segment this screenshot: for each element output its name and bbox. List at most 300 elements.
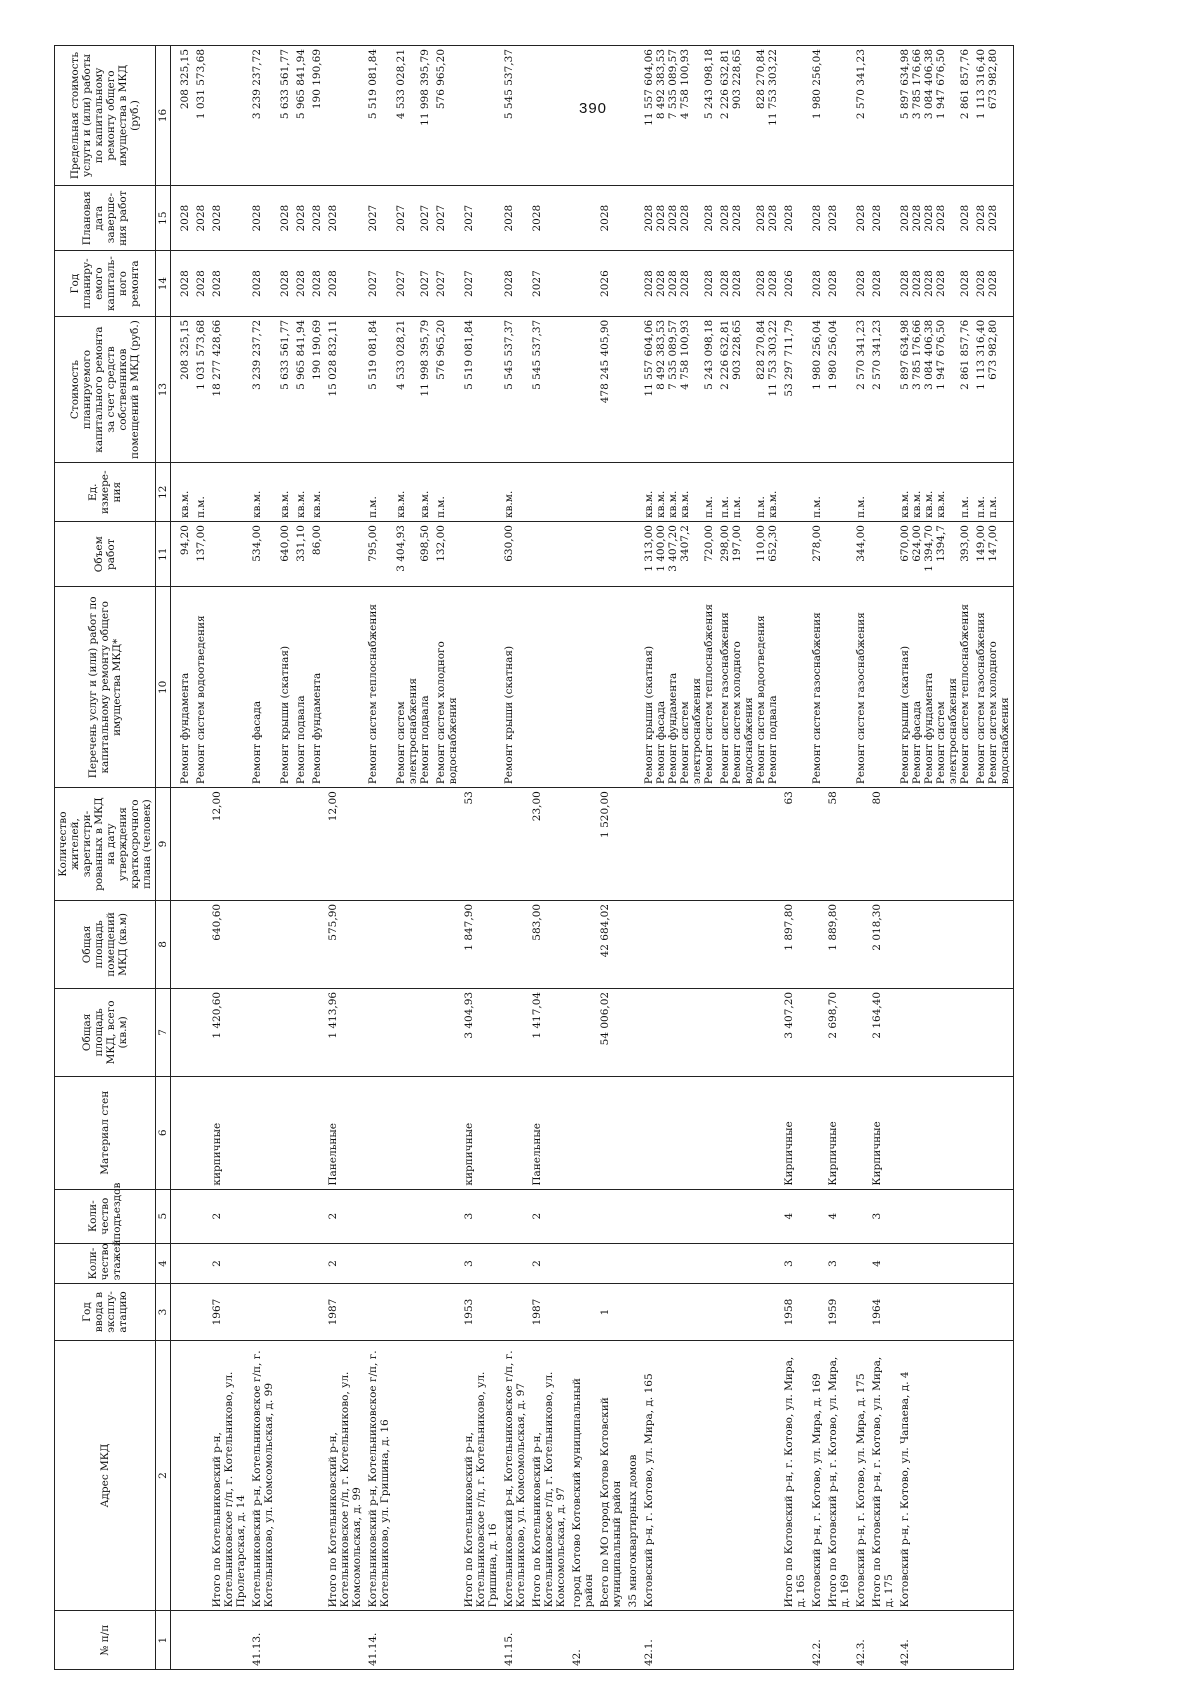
cell-line: 1 400,00 <box>655 525 667 572</box>
entrances-cell <box>569 1189 597 1243</box>
cell-line: 4 758 100,93 <box>679 319 691 390</box>
table-row <box>597 46 625 1670</box>
cell-line: 1 313,00 <box>643 525 655 572</box>
cell-line: 673 982,80 <box>987 49 999 110</box>
cell-line <box>211 466 223 518</box>
residents-cell: 1 520,00 <box>597 788 625 901</box>
cell-line: 3 239 237,72 <box>251 319 263 390</box>
address-cell <box>973 1340 1014 1611</box>
cell-line: 2026 <box>599 270 611 297</box>
total-area-cell <box>277 988 293 1076</box>
cell-line <box>999 320 1011 460</box>
cost-cell <box>897 316 973 463</box>
residents-cell <box>973 788 1014 901</box>
row-number <box>529 1611 569 1670</box>
cell-line: 1 947 676,50 <box>935 49 947 120</box>
cell-line <box>691 466 703 518</box>
planned-year-cell <box>177 251 193 316</box>
cell-line: п.м. <box>731 496 743 519</box>
year-cell <box>809 1284 825 1340</box>
cell-line <box>211 49 223 182</box>
cell-line: 2028 <box>827 204 839 232</box>
works-list-cell <box>641 587 717 788</box>
premises-area-cell <box>641 900 717 988</box>
cell-line: 190 190,69 <box>311 49 323 110</box>
table-row <box>717 46 781 1670</box>
cell-line: Ремонт фасада <box>911 700 923 785</box>
max-cost-cell <box>365 46 393 186</box>
column-number: 3 <box>156 1284 171 1340</box>
cell-line: 2028 <box>899 270 911 297</box>
cell-line: 2028 <box>667 270 679 297</box>
cost-cell <box>433 316 461 463</box>
completion-year-cell <box>853 185 869 250</box>
volume-cell <box>249 522 277 587</box>
planned-year-cell <box>853 251 869 316</box>
total-area-cell <box>641 988 717 1076</box>
residents-cell: 53 <box>461 788 501 901</box>
planned-year-cell <box>529 251 569 316</box>
volume-cell <box>293 522 309 587</box>
cell-line <box>463 525 475 583</box>
cell-line <box>783 525 795 583</box>
cost-cell <box>781 316 809 463</box>
max-cost-cell <box>569 46 597 186</box>
completion-year-cell <box>309 185 325 250</box>
cost-cell <box>641 316 717 463</box>
cost-cell <box>825 316 853 463</box>
floors-cell <box>293 1243 309 1284</box>
cost-cell <box>625 316 641 463</box>
entrances-cell <box>973 1189 1014 1243</box>
table-row <box>325 46 365 1670</box>
cell-line: 2028 <box>767 204 779 232</box>
cell-line: Ремонт крыши (скатная) <box>899 645 911 785</box>
works-list-cell <box>365 587 393 788</box>
cell-line: 5 243 098,18 <box>703 49 715 120</box>
cell-line: 2027 <box>395 270 407 297</box>
unit-cell <box>193 463 209 522</box>
cell-line <box>599 590 611 784</box>
planned-year-cell <box>277 251 293 316</box>
planned-year-cell <box>781 251 809 316</box>
premises-area-cell <box>501 900 529 988</box>
cell-line <box>327 525 339 583</box>
cell-line <box>947 525 959 583</box>
cell-line: 5 519 081,84 <box>463 319 475 390</box>
premises-area-cell <box>717 900 781 988</box>
total-area-cell <box>293 988 309 1076</box>
row-number <box>869 1611 897 1670</box>
address-cell: Котовский р-н, г. Котово, ул. Мира, д. 165 <box>641 1340 717 1611</box>
total-area-cell: 3 407,20 <box>781 988 809 1076</box>
year-cell: 1958 <box>781 1284 809 1340</box>
total-area-cell <box>501 988 529 1076</box>
premises-area-cell: 1 889,80 <box>825 900 853 988</box>
unit-cell <box>433 463 461 522</box>
cell-line <box>211 590 223 784</box>
table-row <box>249 46 277 1670</box>
works-list-cell <box>809 587 825 788</box>
row-number <box>597 1611 625 1670</box>
volume-cell <box>625 522 641 587</box>
entrances-cell <box>717 1189 781 1243</box>
completion-year-cell <box>641 185 717 250</box>
residents-cell: 58 <box>825 788 853 901</box>
premises-area-cell: 583,00 <box>529 900 569 988</box>
table-row <box>277 46 293 1670</box>
cell-line: Ремонт фундамента <box>667 672 679 785</box>
planned-year-cell <box>597 251 625 316</box>
cell-line <box>691 254 703 312</box>
cell-line: 2028 <box>811 270 823 297</box>
residents-cell <box>309 788 325 901</box>
planned-year-cell <box>309 251 325 316</box>
entrances-cell <box>193 1189 209 1243</box>
max-cost-cell <box>249 46 277 186</box>
works-list-cell <box>529 587 569 788</box>
cell-line <box>599 49 611 182</box>
planned-year-cell <box>433 251 461 316</box>
cell-line: 11 753 303,22 <box>767 49 779 126</box>
cost-cell <box>501 316 529 463</box>
column-number: 4 <box>156 1243 171 1284</box>
cell-line: 2 861 857,76 <box>959 319 971 390</box>
premises-area-cell <box>177 900 193 988</box>
cell-line <box>571 466 583 518</box>
row-number: 42.4. <box>897 1611 973 1670</box>
cell-line: 5 965 841,94 <box>295 319 307 390</box>
cell-line: 278,00 <box>811 525 823 562</box>
floors-cell <box>625 1243 641 1284</box>
works-list-cell <box>461 587 501 788</box>
year-cell: 1959 <box>825 1284 853 1340</box>
cell-line: 3 404,93 <box>395 525 407 572</box>
completion-year-cell <box>277 185 293 250</box>
cell-line: 2028 <box>643 204 655 232</box>
volume-cell <box>597 522 625 587</box>
works-list-cell <box>309 587 325 788</box>
row-number <box>625 1611 641 1670</box>
cell-line: 2028 <box>855 270 867 297</box>
cell-line: кв.м. <box>767 490 779 519</box>
cell-line: 828 270,84 <box>755 49 767 110</box>
address-cell <box>277 1340 293 1611</box>
year-cell <box>897 1284 973 1340</box>
cell-line: 1 980 256,04 <box>811 49 823 120</box>
cell-line: 2028 <box>679 204 691 232</box>
cell-line <box>571 189 583 247</box>
table-row <box>825 46 853 1670</box>
floors-cell <box>569 1243 597 1284</box>
cell-line: кв.м. <box>311 490 323 519</box>
cell-line <box>743 320 755 460</box>
cell-line: 2 570 341,23 <box>855 49 867 120</box>
cell-line: 673 982,80 <box>987 319 999 380</box>
cell-line <box>599 525 611 583</box>
year-cell: 1953 <box>461 1284 501 1340</box>
row-number <box>433 1611 461 1670</box>
address-cell: Котельниковский р-н, Котельниковское г/п, г. Котельниково, ул. Комсомольская, д. 97 <box>501 1340 529 1611</box>
cell-line: 903 228,65 <box>731 49 743 110</box>
wall-material-cell: кирпичные <box>461 1076 501 1189</box>
cell-line: Ремонт систем холодного <box>731 641 743 785</box>
max-cost-cell <box>641 46 717 186</box>
residents-cell <box>897 788 973 901</box>
cell-line: кв.м. <box>899 490 911 519</box>
table-row <box>641 46 717 1670</box>
table-row <box>209 46 249 1670</box>
column-number: 9 <box>156 788 171 901</box>
cell-line: 2028 <box>599 204 611 232</box>
floors-cell <box>433 1243 461 1284</box>
cell-line <box>999 254 1011 312</box>
year-cell <box>177 1284 193 1340</box>
max-cost-cell <box>529 46 569 186</box>
cell-line <box>827 525 839 583</box>
cost-cell <box>277 316 293 463</box>
completion-year-cell <box>825 185 853 250</box>
residents-cell <box>717 788 781 901</box>
premises-area-cell <box>897 900 973 988</box>
cell-line: 5 897 634,98 <box>899 49 911 120</box>
row-number <box>209 1611 249 1670</box>
residents-cell: 63 <box>781 788 809 901</box>
residents-cell <box>277 788 293 901</box>
total-area-cell: 2 698,70 <box>825 988 853 1076</box>
cell-line: 197,00 <box>731 525 743 562</box>
cell-line: 2028 <box>987 204 999 232</box>
completion-year-cell <box>897 185 973 250</box>
cell-line: Ремонт фундамента <box>923 672 935 785</box>
cell-line: 2028 <box>195 270 207 297</box>
address-cell: Итого по Котельниковский р-н, Котельниковское г/п, г. Котельниково, ул. Пролетарская, д. 14 <box>209 1340 249 1611</box>
cell-line: 2028 <box>935 204 947 232</box>
planned-year-cell <box>869 251 897 316</box>
cell-line: 132,00 <box>435 525 447 562</box>
cell-line: 2028 <box>295 270 307 297</box>
premises-area-cell: 640,60 <box>209 900 249 988</box>
cell-line <box>571 320 583 460</box>
cell-line <box>327 466 339 518</box>
cell-line: 2028 <box>655 270 667 297</box>
cell-line: Ремонт систем <box>395 701 407 785</box>
completion-year-cell <box>461 185 501 250</box>
wall-material-cell <box>641 1076 717 1189</box>
cell-line: водоснабжения <box>999 697 1011 785</box>
row-number <box>973 1611 1014 1670</box>
column-number: 12 <box>156 463 171 522</box>
max-cost-cell <box>325 46 365 186</box>
row-number <box>309 1611 325 1670</box>
cell-line <box>407 254 419 312</box>
volume-cell <box>853 522 869 587</box>
cost-cell <box>973 316 1014 463</box>
cell-line: кв.м. <box>179 490 191 519</box>
cell-line <box>783 590 795 784</box>
max-cost-cell <box>853 46 869 186</box>
completion-year-cell <box>625 185 641 250</box>
table-body <box>171 46 1014 1670</box>
total-area-cell <box>393 988 433 1076</box>
cell-line: 94,20 <box>179 525 191 556</box>
unit-cell <box>809 463 825 522</box>
works-list-cell <box>569 587 597 788</box>
floors-cell <box>177 1243 193 1284</box>
header-row <box>55 46 156 1670</box>
planned-year-cell <box>897 251 973 316</box>
cell-line: Ремонт систем газоснабжения <box>855 612 867 785</box>
total-area-cell: 1 413,96 <box>325 988 365 1076</box>
planned-year-cell <box>825 251 853 316</box>
cell-line: 652,30 <box>767 525 779 562</box>
header-cell: Общая площадь помещений МКД (кв.м) <box>55 900 156 988</box>
cell-line: 1394,7 <box>935 525 947 562</box>
cell-line <box>327 49 339 182</box>
cell-line: п.м. <box>959 496 971 519</box>
volume-cell <box>641 522 717 587</box>
cell-line <box>743 525 755 583</box>
table-row <box>309 46 325 1670</box>
cell-line: п.м. <box>367 496 379 519</box>
cell-line: 2028 <box>327 270 339 297</box>
cell-line: кв.м. <box>679 490 691 519</box>
cell-line: 2027 <box>367 270 379 297</box>
cell-line: 3 407,20 <box>667 525 679 572</box>
cell-line <box>407 189 419 247</box>
unit-cell <box>249 463 277 522</box>
cell-line: 3 239 237,72 <box>251 49 263 120</box>
premises-area-cell <box>625 900 641 988</box>
cell-line: 2028 <box>703 204 715 232</box>
planned-year-cell <box>625 251 641 316</box>
volume-cell <box>529 522 569 587</box>
column-number: 16 <box>156 46 171 186</box>
cell-line: Ремонт фундамента <box>179 672 191 785</box>
total-area-cell <box>193 988 209 1076</box>
max-cost-cell <box>193 46 209 186</box>
cell-line: Ремонт подвала <box>419 695 431 785</box>
cost-cell <box>717 316 781 463</box>
cell-line: 3407,2 <box>679 525 691 562</box>
wall-material-cell <box>597 1076 625 1189</box>
cell-line <box>627 189 639 247</box>
cell-line: 8 492 383,53 <box>655 319 667 390</box>
entrances-cell <box>897 1189 973 1243</box>
works-list-cell <box>869 587 897 788</box>
premises-area-cell <box>293 900 309 988</box>
cell-line <box>999 49 1011 182</box>
cell-line: 190 190,69 <box>311 319 323 380</box>
address-cell: Котовский р-н, г. Котово, ул. Мира, д. 175 <box>853 1340 869 1611</box>
row-number <box>461 1611 501 1670</box>
year-cell: 1987 <box>529 1284 569 1340</box>
cell-line <box>871 466 883 518</box>
cell-line <box>743 49 755 182</box>
cost-cell <box>325 316 365 463</box>
cell-line <box>571 525 583 583</box>
address-cell <box>717 1340 781 1611</box>
premises-area-cell: 2 018,30 <box>869 900 897 988</box>
entrances-cell <box>393 1189 433 1243</box>
cell-line: 2028 <box>643 270 655 297</box>
cell-line: 7 535 089,57 <box>667 319 679 390</box>
cell-line: п.м. <box>703 496 715 519</box>
floors-cell <box>393 1243 433 1284</box>
total-area-cell <box>973 988 1014 1076</box>
cell-line: 2028 <box>767 270 779 297</box>
row-number <box>177 1611 193 1670</box>
max-cost-cell <box>177 46 193 186</box>
cell-line: Ремонт систем водоотведения <box>195 615 207 785</box>
residents-cell: 12,00 <box>209 788 249 901</box>
header-cell: Перечень услуг и (или) работ по капитальному ремонту общего имущества МКД* <box>55 587 156 788</box>
year-cell: 1967 <box>209 1284 249 1340</box>
column-number: 13 <box>156 316 171 463</box>
header-cell: Коли-чество этажей <box>55 1243 156 1284</box>
cell-line: 2028 <box>179 270 191 297</box>
column-number: 1 <box>156 1611 171 1670</box>
unit-cell <box>501 463 529 522</box>
cell-line: 298,00 <box>719 525 731 562</box>
row-number <box>277 1611 293 1670</box>
year-cell: 1 <box>597 1284 625 1340</box>
year-cell <box>393 1284 433 1340</box>
floors-cell <box>193 1243 209 1284</box>
floors-cell <box>597 1243 625 1284</box>
entrances-cell <box>433 1189 461 1243</box>
year-cell <box>277 1284 293 1340</box>
cell-line <box>627 254 639 312</box>
premises-area-cell <box>853 900 869 988</box>
cell-line: 2028 <box>755 270 767 297</box>
cell-line: 393,00 <box>959 525 971 562</box>
completion-year-cell <box>249 185 277 250</box>
unit-cell <box>177 463 193 522</box>
address-cell: Котельниковский р-н, Котельниковское г/п, г. Котельниково, ул. Гришина, д. 16 <box>365 1340 393 1611</box>
address-cell: Котовский р-н, г. Котово, ул. Мира, д. 169 <box>809 1340 825 1611</box>
volume-cell <box>809 522 825 587</box>
volume-cell <box>393 522 433 587</box>
address-cell: Итого по Котельниковский р-н, Котельниковское г/п, г. Котельниково, ул. Комсомольская, д. 97 <box>529 1340 569 1611</box>
wall-material-cell: Кирпичные <box>781 1076 809 1189</box>
wall-material-cell <box>853 1076 869 1189</box>
unit-cell <box>365 463 393 522</box>
address-cell: Итого по Котельниковский р-н, Котельниковское г/п, г. Котельниково, ул. Гришина, д. 16 <box>461 1340 501 1611</box>
volume-cell <box>325 522 365 587</box>
total-area-cell: 1 417,04 <box>529 988 569 1076</box>
row-number: 42.1. <box>641 1611 717 1670</box>
premises-area-cell <box>393 900 433 988</box>
cell-line: 2028 <box>975 204 987 232</box>
floors-cell <box>809 1243 825 1284</box>
total-area-cell <box>625 988 641 1076</box>
cell-line: 576 965,20 <box>435 49 447 110</box>
cell-line <box>571 590 583 784</box>
address-cell <box>293 1340 309 1611</box>
cell-line: 7 535 089,57 <box>667 49 679 120</box>
completion-year-cell <box>597 185 625 250</box>
cell-line <box>407 49 419 182</box>
completion-year-cell <box>809 185 825 250</box>
cell-line: 2028 <box>911 270 923 297</box>
page-number: 390 <box>579 100 608 117</box>
premises-area-cell: 42 684,02 <box>597 900 625 988</box>
unit-cell <box>325 463 365 522</box>
header-cell: Стоимость планируемого капитального ремонта за счет средств собственников помещений в МКД (руб.) <box>55 316 156 463</box>
address-cell: город Котово Котовский муниципальный район <box>569 1340 597 1611</box>
premises-area-cell: 575,90 <box>325 900 365 988</box>
